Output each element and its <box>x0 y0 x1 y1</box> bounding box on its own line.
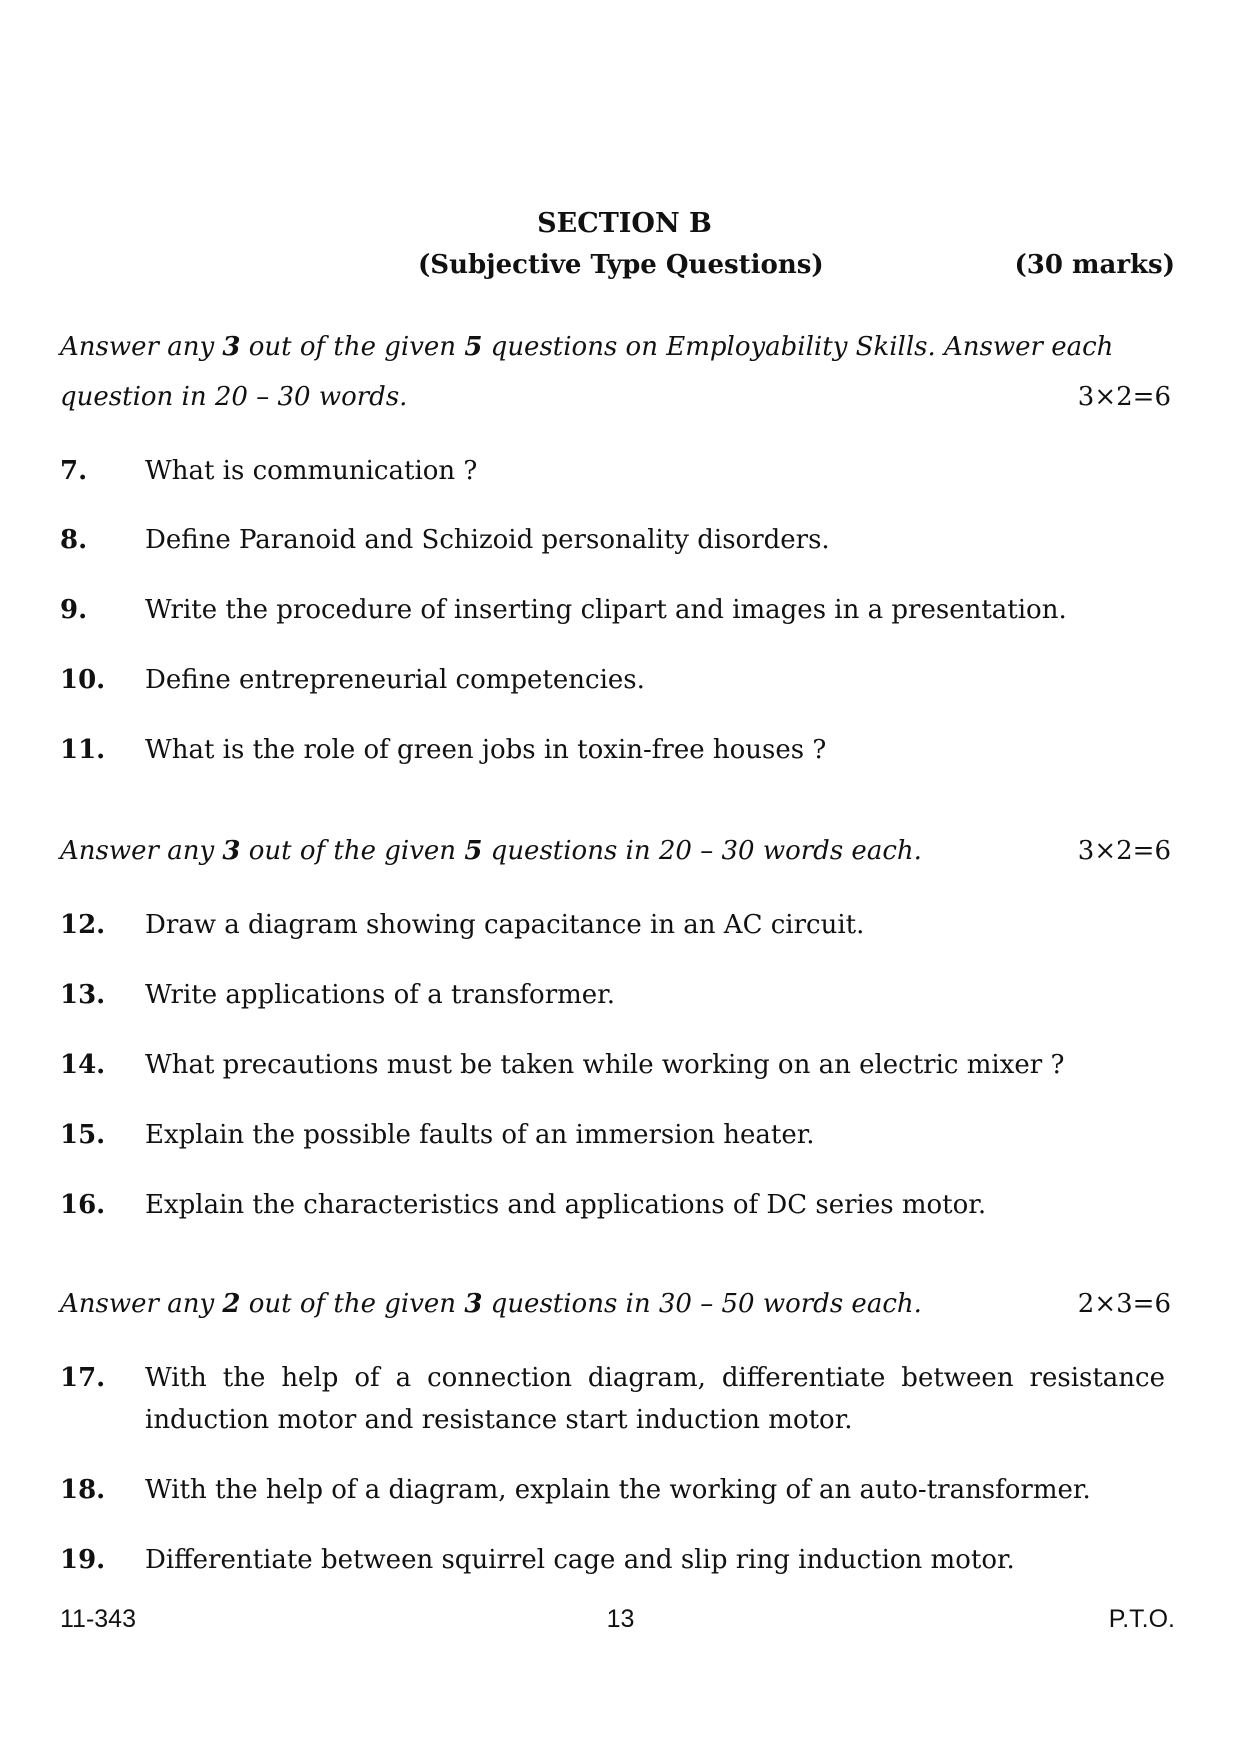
question-text: Define Paranoid and Schizoid personality disorders. <box>145 525 830 555</box>
question-number: 14. <box>60 1050 106 1080</box>
instr-count: 3 <box>222 332 241 362</box>
question-text: What is communication ? <box>145 456 478 486</box>
question-text: Draw a diagram showing capacitance in an AC circuit. <box>145 910 865 940</box>
group-1-marks: 3×2=6 <box>1077 382 1171 412</box>
instr-post: questions in 30 – 50 words each. <box>482 1289 922 1319</box>
group-2-instruction <box>60 826 1168 876</box>
question-number: 7. <box>60 456 88 486</box>
pto-label: P.T.O. <box>1108 1605 1175 1633</box>
question-number: 16. <box>60 1190 106 1220</box>
instr-post: questions on Employability Skills. Answer each question in 20 – 30 words. <box>60 332 1114 412</box>
question-item <box>60 1357 1170 1441</box>
question-number: 12. <box>60 910 106 940</box>
group-1-instruction <box>60 322 1168 422</box>
question-number: 11. <box>60 735 106 765</box>
question-text: Differentiate between squirrel cage and slip ring induction motor. <box>145 1545 1015 1575</box>
instr-total: 5 <box>464 332 483 362</box>
question-text: With the help of a connection diagram, differentiate between resistance induction motor and resistance start induction motor. <box>145 1363 1165 1435</box>
group-3-instruction <box>60 1279 1168 1329</box>
section-label: SECTION B <box>537 208 712 239</box>
group-3-marks: 2×3=6 <box>1077 1289 1171 1319</box>
instr-post: questions in 20 – 30 words each. <box>482 836 922 866</box>
question-text: What is the role of green jobs in toxin-free houses ? <box>145 735 827 765</box>
question-number: 13. <box>60 980 106 1010</box>
question-number: 15. <box>60 1120 106 1150</box>
paper-code: 11-343 <box>60 1605 136 1633</box>
question-number: 17. <box>60 1363 106 1393</box>
question-number: 8. <box>60 525 88 555</box>
section-title <box>0 208 1241 239</box>
page-number: 13 <box>606 1605 635 1633</box>
section-total-marks: (30 marks) <box>1014 250 1175 280</box>
instr-mid: out of the given <box>240 1289 465 1319</box>
instr-pre: Answer any <box>60 836 223 866</box>
instr-count: 3 <box>222 836 241 866</box>
question-number: 18. <box>60 1475 106 1505</box>
question-text: Write the procedure of inserting clipart and images in a presentation. <box>145 595 1067 625</box>
question-text: With the help of a diagram, explain the working of an auto-transformer. <box>145 1475 1091 1505</box>
instr-mid: out of the given <box>240 332 465 362</box>
instr-count: 2 <box>222 1289 241 1319</box>
instr-mid: out of the given <box>240 836 465 866</box>
question-text: Explain the possible faults of an immersion heater. <box>145 1120 815 1150</box>
question-text: Define entrepreneurial competencies. <box>145 665 645 695</box>
question-number: 10. <box>60 665 106 695</box>
question-number: 9. <box>60 595 88 625</box>
question-text: Explain the characteristics and applications of DC series motor. <box>145 1190 987 1220</box>
instr-total: 3 <box>464 1289 483 1319</box>
instr-pre: Answer any <box>60 1289 223 1319</box>
question-text: Write applications of a transformer. <box>145 980 616 1010</box>
instr-pre: Answer any <box>60 332 223 362</box>
instr-total: 5 <box>464 836 483 866</box>
group-2-marks: 3×2=6 <box>1077 836 1171 866</box>
question-number: 19. <box>60 1545 106 1575</box>
section-subtitle: (Subjective Type Questions) <box>418 250 824 280</box>
question-text: What precautions must be taken while working on an electric mixer ? <box>145 1050 1065 1080</box>
